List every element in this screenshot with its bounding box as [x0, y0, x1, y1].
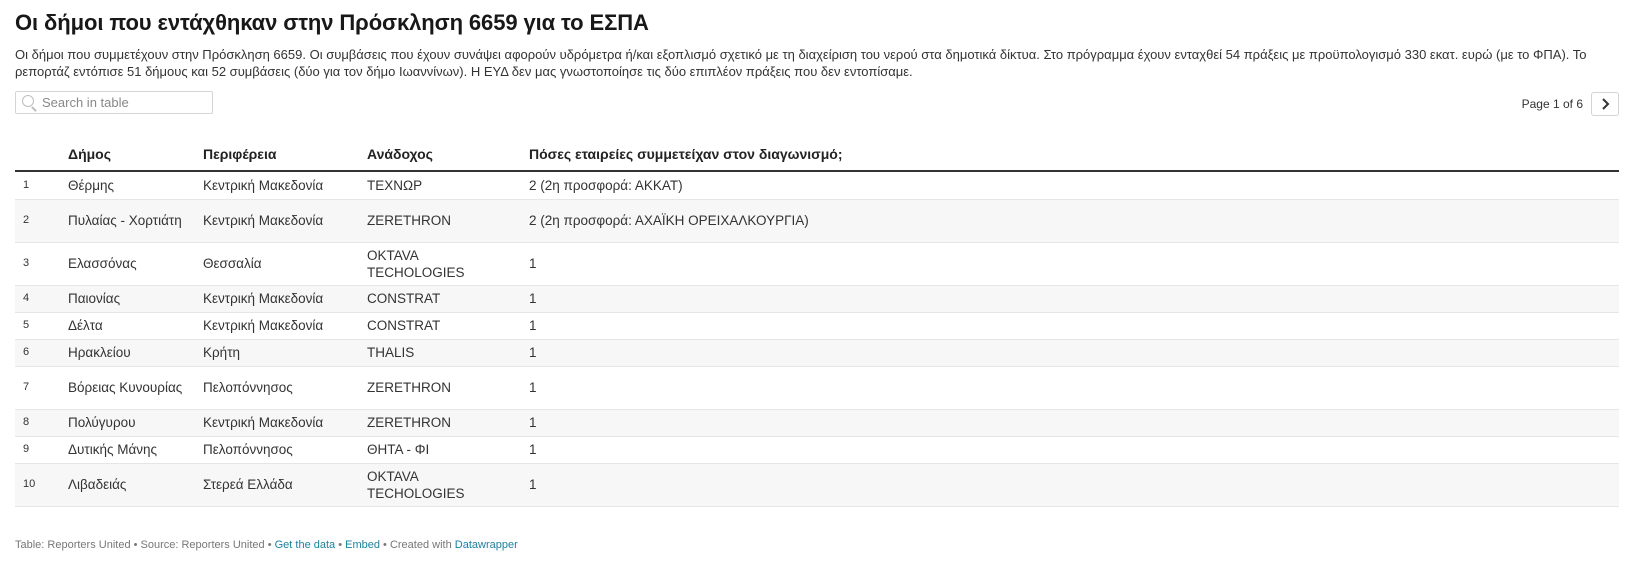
cell-contractor: ZERETHRON [367, 415, 451, 430]
table-row [15, 409, 1619, 436]
row-index: 5 [23, 319, 30, 331]
cell-municipality: Πολύγυρου [68, 415, 136, 430]
footer [15, 539, 518, 551]
chevron-right-icon [1600, 98, 1610, 110]
page-title: Οι δήμοι που εντάχθηκαν στην Πρόσκληση 6659 για το ΕΣΠΑ [15, 10, 649, 35]
table-row [15, 312, 1619, 339]
row-index: 3 [23, 257, 30, 269]
pagination [1522, 91, 1619, 117]
cell-municipality: Θέρμης [68, 177, 114, 193]
search-icon [20, 94, 38, 112]
embed-link[interactable]: Embed [345, 539, 380, 551]
cell-region: Κεντρική Μακεδονία [203, 318, 324, 333]
cell-bidders: 1 [529, 256, 537, 271]
description: Οι δήμοι που συμμετέχουν στην Πρόσκληση 6659. Οι συμβάσεις που έχουν συνάψει αφορούν υδρόμετρα ή/και εξοπλισμό σχετικό με τη διαχείριση του νερού στα δημοτικά δίκτυα. Στο πρόγραμμα έχουν ενταχθεί 54 πράξεις με προϋπολογισμό 330 εκατ. ευρώ (με το ΦΠΑ). Το ρεπορτάζ εντόπισε 51 δήμους και 52 συμβάσεις (δύο για τον δήμο Ιωαννίνων). Η ΕΥΔ δεν μας γνωστοποίησε τις δύο επιπλέον πράξεις που δεν εντοπίσαμε. [15, 47, 1587, 79]
cell-bidders: 1 [529, 291, 537, 306]
get-data-link[interactable]: Get the data [274, 539, 336, 551]
cell-contractor: OKTAVA TECHOLOGIES [367, 247, 465, 280]
cell-bidders: 2 (2η προσφορά: ΑΧΑΪΚΗ ΟΡΕΙΧΑΛΚΟΥΡΓΙΑ) [529, 213, 809, 228]
cell-bidders: 1 [529, 318, 537, 333]
cell-bidders: 1 [529, 442, 537, 457]
row-index: 9 [23, 443, 30, 455]
page-info: Page 1 of 6 [1521, 97, 1583, 111]
cell-contractor: ZERETHRON [367, 213, 451, 228]
column-header-contractor[interactable]: Ανάδοχος [367, 140, 529, 171]
search-box[interactable] [15, 91, 213, 114]
column-header-bidders[interactable]: Πόσες εταιρείες συμμετείχαν στον διαγωνισμό; [529, 140, 1619, 171]
row-index: 10 [23, 478, 36, 490]
table-row [15, 366, 1619, 409]
cell-bidders: 1 [529, 477, 537, 492]
table-row [15, 171, 1619, 199]
table-row [15, 285, 1619, 312]
cell-municipality: Δυτικής Μάνης [68, 442, 158, 457]
cell-municipality: Ελασσόνας [68, 256, 137, 271]
cell-municipality: Λιβαδειάς [68, 477, 127, 492]
datawrapper-link[interactable]: Datawrapper [454, 539, 518, 551]
cell-region: Κρήτη [203, 345, 241, 360]
cell-region: Στερεά Ελλάδα [203, 477, 293, 492]
table-row [15, 436, 1619, 463]
cell-bidders: 1 [529, 380, 537, 395]
cell-contractor: OKTAVA TECHOLOGIES [367, 468, 465, 501]
cell-bidders: 1 [529, 345, 537, 360]
row-index: 6 [23, 346, 30, 358]
cell-municipality: Πυλαίας - Χορτιάτη [68, 213, 182, 228]
cell-region: Κεντρική Μακεδονία [203, 177, 324, 193]
table-row [15, 242, 1619, 285]
row-index: 8 [23, 416, 30, 428]
column-header-index[interactable] [15, 140, 68, 171]
row-index: 4 [23, 292, 30, 304]
column-header-region[interactable]: Περιφέρεια [203, 140, 367, 171]
cell-contractor: ΘΗΤΑ - ΦΙ [367, 442, 430, 457]
row-index: 2 [23, 214, 30, 226]
next-page-button[interactable] [1591, 92, 1619, 116]
footer-separator: • [335, 539, 346, 551]
cell-contractor: ZERETHRON [367, 380, 451, 395]
cell-region: Κεντρική Μακεδονία [203, 415, 324, 430]
cell-municipality: Βόρειας Κυνουρίας [68, 380, 183, 395]
table-row [15, 463, 1619, 506]
table-row [15, 339, 1619, 366]
cell-region: Κεντρική Μακεδονία [203, 213, 324, 228]
table-header-row [15, 140, 1619, 171]
cell-region: Πελοπόννησος [203, 380, 293, 395]
footer-created-with: • Created with [379, 539, 455, 551]
cell-municipality: Παιονίας [68, 291, 121, 306]
table-row [15, 199, 1619, 242]
row-index: 7 [23, 381, 30, 393]
cell-bidders: 1 [529, 415, 537, 430]
cell-municipality: Δέλτα [68, 318, 103, 333]
data-table [15, 140, 1619, 507]
search-input[interactable] [42, 95, 202, 110]
cell-contractor: ΤΕΧΝΩΡ [367, 177, 423, 193]
cell-bidders: 2 (2η προσφορά: ΑΚΚΑΤ) [529, 177, 683, 193]
cell-contractor: CONSTRAT [367, 318, 441, 333]
row-index: 1 [23, 178, 30, 191]
column-header-municipality[interactable]: Δήμος [68, 140, 203, 171]
cell-region: Πελοπόννησος [203, 442, 293, 457]
cell-contractor: CONSTRAT [367, 291, 441, 306]
footer-credits: Table: Reporters United • Source: Reporters United • [15, 539, 275, 551]
cell-region: Θεσσαλία [203, 256, 262, 271]
cell-region: Κεντρική Μακεδονία [203, 291, 324, 306]
cell-municipality: Ηρακλείου [68, 345, 131, 360]
cell-contractor: THALIS [367, 345, 415, 360]
